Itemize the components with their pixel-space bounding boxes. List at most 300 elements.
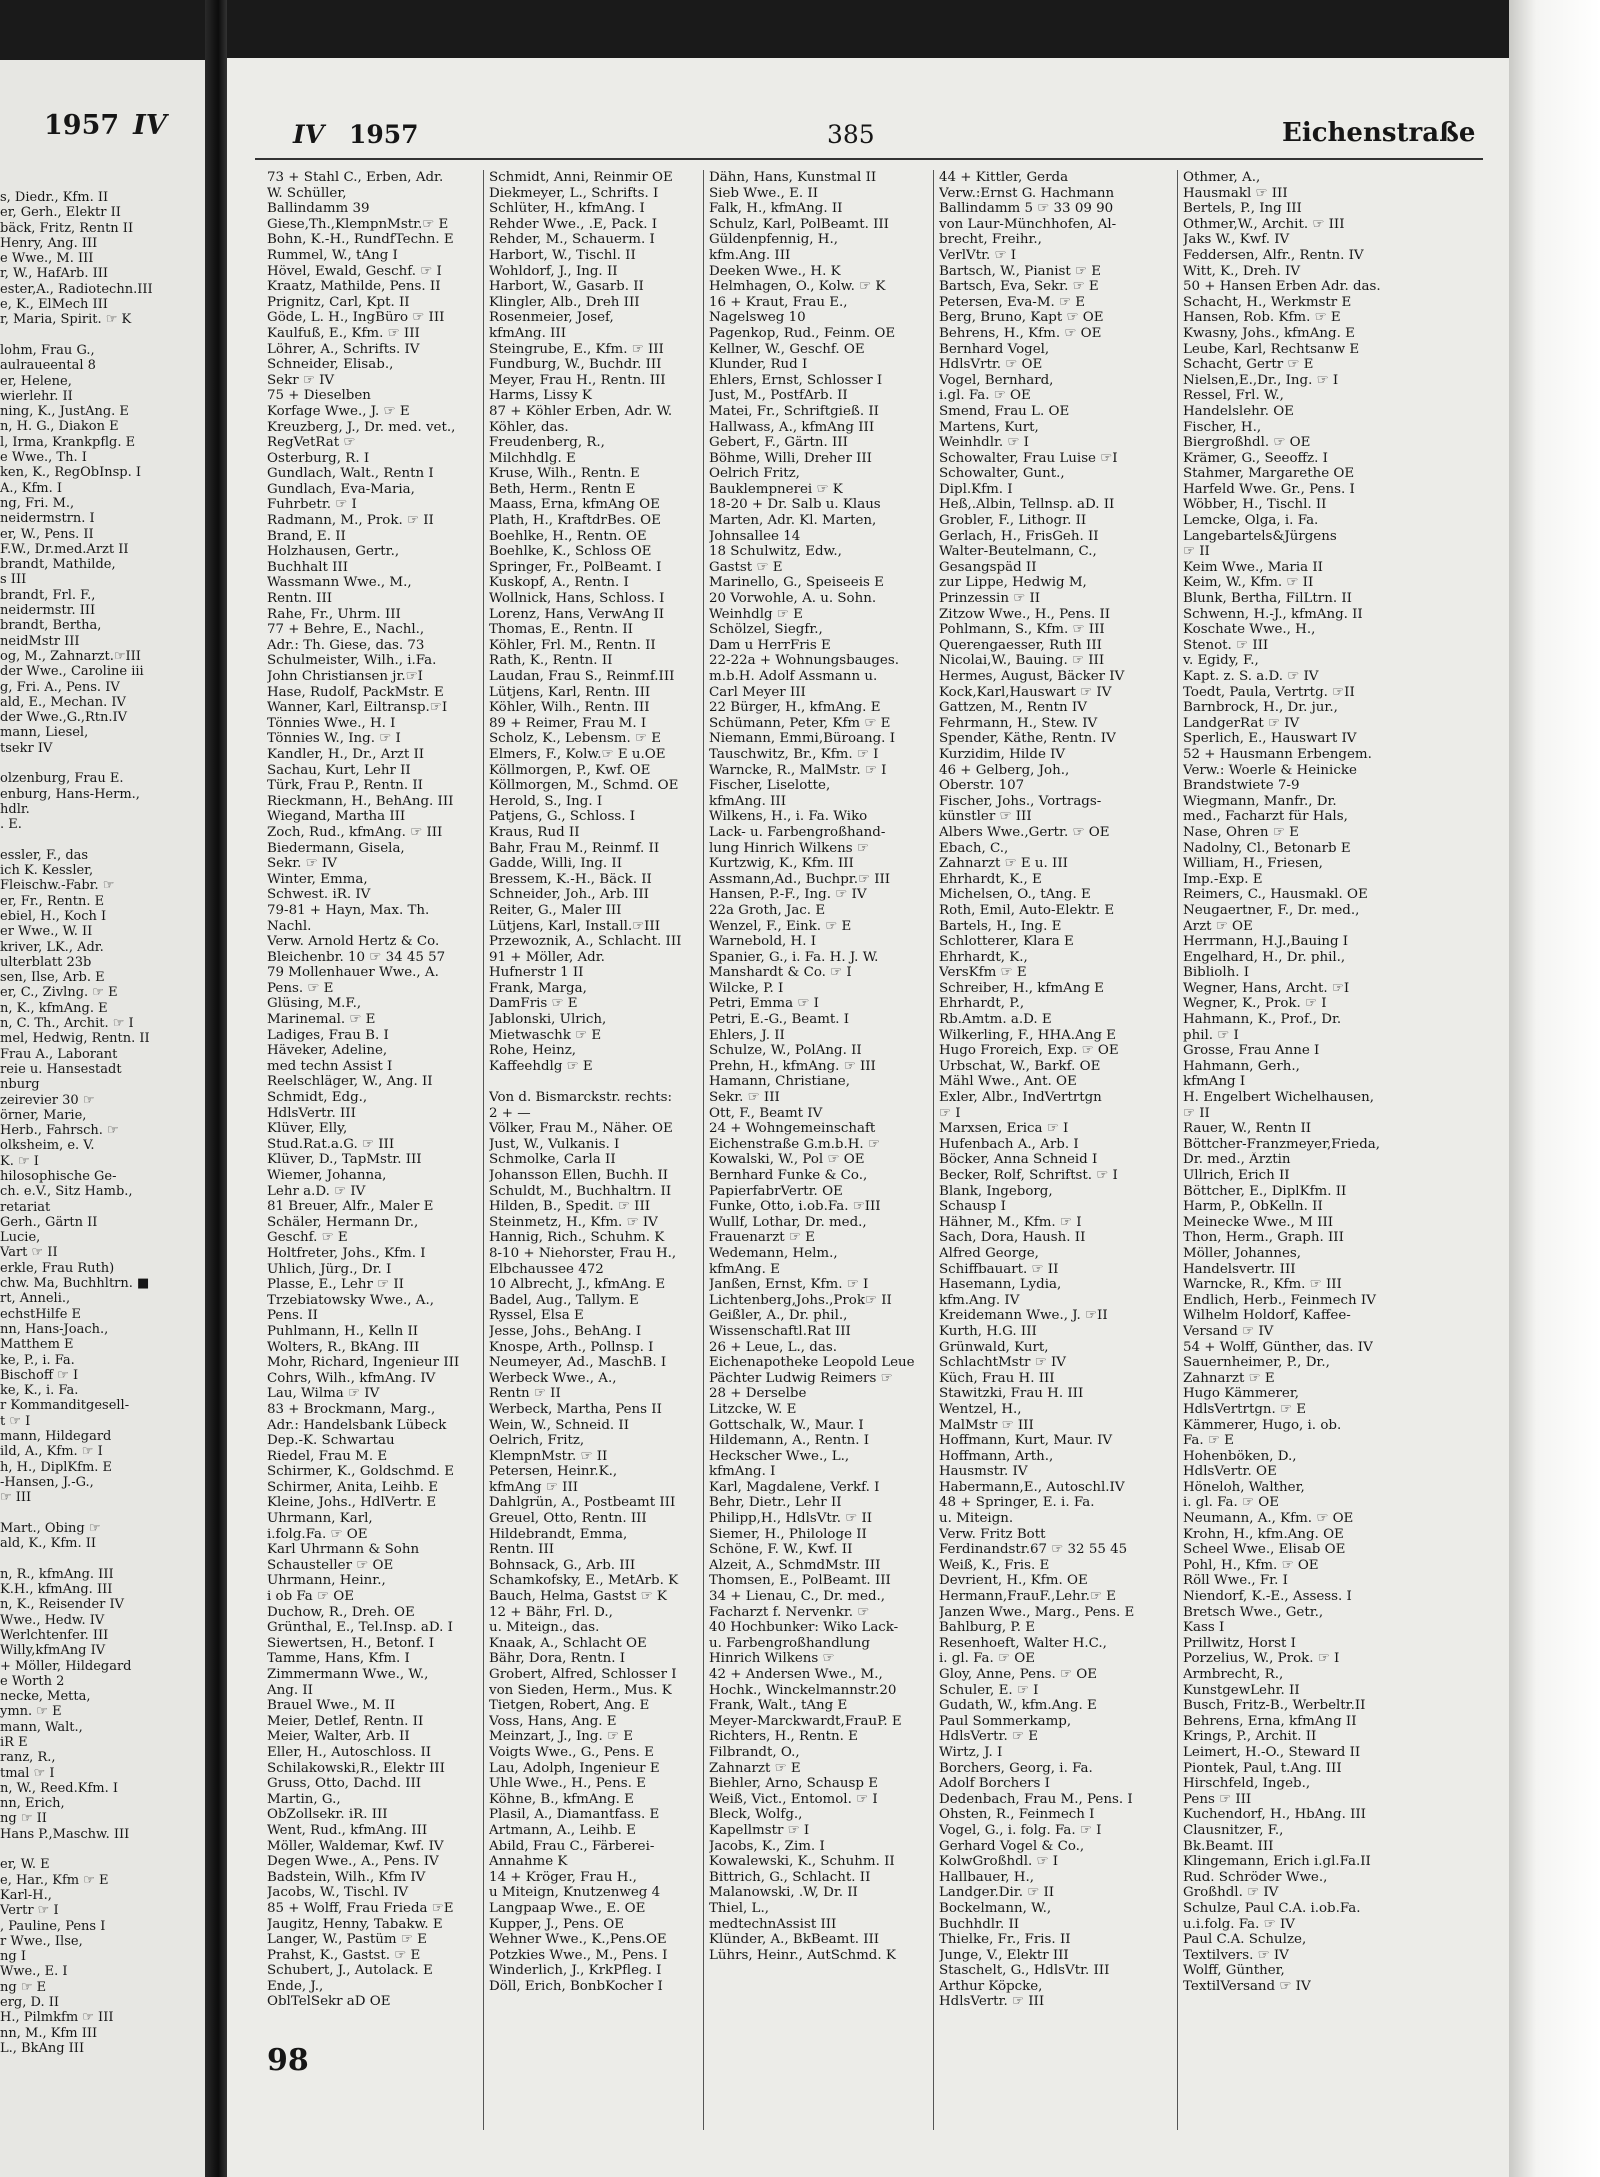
directory-entry: Junge, V., Elektr III bbox=[939, 1947, 1069, 1963]
directory-entry: rt, Anneli., bbox=[0, 1291, 71, 1307]
directory-entry: Falk, H., kfmAng. II bbox=[709, 201, 843, 217]
directory-entry: Behrens, H., Kfm. ☞ OE bbox=[939, 325, 1102, 341]
directory-entry: Schlüter, H., kfmAng. I bbox=[489, 201, 645, 217]
directory-entry: Wein, W., Schneid. II bbox=[489, 1417, 629, 1433]
directory-entry: Ehrhardt, K., bbox=[939, 949, 1028, 965]
directory-entry: 46 + Gelberg, Joh., bbox=[939, 762, 1070, 778]
directory-entry: Heckscher Wwe., L., bbox=[709, 1448, 850, 1464]
directory-entry: e Worth 2 bbox=[0, 1673, 65, 1689]
directory-entry: Winter, Emma, bbox=[267, 871, 368, 887]
directory-entry: Wwe., Hedw. IV bbox=[0, 1612, 105, 1628]
directory-entry: Sachau, Kurt, Lehr II bbox=[267, 762, 411, 778]
directory-entry: Köhler, Frl. M., Rentn. II bbox=[489, 637, 656, 653]
directory-entry: Verw. Arnold Hertz & Co. bbox=[267, 934, 440, 950]
directory-entry: Spender, Käthe, Rentn. IV bbox=[939, 731, 1116, 747]
directory-entry: Blank, Ingeborg, bbox=[939, 1183, 1053, 1199]
directory-entry: Freudenberg, R., bbox=[489, 435, 605, 451]
directory-entry: Bernhard Funke & Co., bbox=[709, 1168, 868, 1183]
directory-entry: Wöbber, H., Tischl. II bbox=[1183, 497, 1327, 513]
directory-entry: s, Diedr., Kfm. II bbox=[0, 190, 109, 205]
directory-entry: Steinmetz, H., Kfm. ☞ IV bbox=[489, 1214, 658, 1230]
directory-entry: ulterblatt 23b bbox=[0, 954, 92, 970]
directory-entry: Schowalter, Gunt., bbox=[939, 466, 1065, 482]
directory-entry: DamFris ☞ E bbox=[489, 996, 578, 1012]
directory-entry bbox=[0, 1551, 200, 1566]
directory-entry: er, Gerh., Elektr II bbox=[0, 205, 121, 221]
directory-entry: Trzebiatowsky Wwe., A., bbox=[267, 1292, 434, 1308]
directory-entry: 22a Groth, Jac. E bbox=[709, 902, 826, 918]
directory-entry: der Wwe., Caroline iii bbox=[0, 664, 144, 680]
directory-entry: Glüsing, M.F., bbox=[267, 996, 362, 1012]
directory-entry: Elmers, F., Kolw.☞ E u.OE bbox=[489, 746, 666, 762]
directory-entry: Hugo Kämmerer, bbox=[1183, 1386, 1300, 1402]
directory-entry: Sekr. ☞ IV bbox=[267, 856, 337, 872]
directory-entry: Grosse, Frau Anne I bbox=[1183, 1043, 1320, 1059]
directory-entry: Schiffbauart. ☞ II bbox=[939, 1261, 1059, 1277]
directory-entry: essler, F., das bbox=[0, 847, 89, 863]
directory-entry: Riedel, Frau M. E bbox=[267, 1448, 388, 1464]
directory-entry: Osterburg, R. I bbox=[267, 450, 370, 466]
directory-entry: Hahmann, Gerh., bbox=[1183, 1058, 1300, 1074]
directory-entry: Schilakowski,R., Elektr III bbox=[267, 1760, 445, 1776]
directory-entry: Rosenmeier, Josef, bbox=[489, 310, 614, 326]
directory-entry: er, W., Pens. II bbox=[0, 526, 94, 542]
directory-entry: Türk, Frau P., Rentn. II bbox=[267, 778, 423, 794]
directory-entry: Schirmer, Anita, Leihb. E bbox=[267, 1479, 439, 1495]
directory-entry: Lührs, Heinr., AutSchmd. K bbox=[709, 1947, 896, 1963]
directory-entry: Mietwaschk ☞ E bbox=[489, 1027, 602, 1043]
directory-entry: Köllmorgen, P., Kwf. OE bbox=[489, 762, 651, 778]
directory-entry: Cohrs, Wilh., kfmAng. IV bbox=[267, 1370, 436, 1386]
directory-entry: Kowalewski, K., Schuhm. II bbox=[709, 1854, 895, 1870]
directory-entry: lung Hinrich Wilkens ☞ bbox=[709, 840, 869, 856]
directory-entry: Kurth, H.G. III bbox=[939, 1323, 1037, 1339]
directory-entry: ☞ II bbox=[1183, 1105, 1210, 1121]
directory-entry: William, H., Friesen, bbox=[1183, 856, 1323, 872]
directory-entry: VersKfm ☞ E bbox=[939, 965, 1027, 981]
directory-entry: Reiter, G., Maler III bbox=[489, 902, 622, 918]
directory-entry: reie u. Hansestadt bbox=[0, 1061, 122, 1077]
directory-entry: u Miteign, Knutzenweg 4 bbox=[489, 1885, 661, 1901]
directory-column-3 bbox=[709, 170, 927, 2165]
directory-entry: Bohn, K.-H., RundfTechn. E bbox=[267, 232, 454, 248]
directory-entry: u. Miteign. bbox=[939, 1511, 1014, 1527]
directory-entry: Warncke, R., Kfm. ☞ III bbox=[1183, 1277, 1342, 1293]
directory-entry: Annahme K bbox=[489, 1854, 568, 1870]
directory-entry: Krohn, H., kfm.Ang. OE bbox=[1183, 1526, 1344, 1542]
directory-entry: Böhme, Willi, Dreher III bbox=[709, 450, 872, 466]
footer-page-number: 98 bbox=[267, 2043, 309, 2078]
directory-entry: kfmAng. E bbox=[709, 1261, 780, 1277]
directory-entry: Bleck, Wolfg., bbox=[709, 1807, 803, 1823]
directory-entry: 77 + Behre, E., Nachl., bbox=[267, 622, 425, 638]
directory-entry: Fehrmann, H., Stew. IV bbox=[939, 715, 1098, 731]
directory-entry: Jablonski, Ulrich, bbox=[489, 1012, 607, 1028]
directory-entry: Schneider, Joh., Arb. III bbox=[489, 887, 649, 903]
directory-entry: Abild, Frau C., Färberei- bbox=[489, 1838, 655, 1854]
directory-entry: Mähl Wwe., Ant. OE bbox=[939, 1074, 1077, 1090]
directory-entry: Kuchendorf, H., HbAng. III bbox=[1183, 1807, 1366, 1823]
directory-entry: Dedenbach, Frau M., Pens. I bbox=[939, 1791, 1133, 1807]
directory-entry: Nadolny, Cl., Betonarb E bbox=[1183, 840, 1351, 856]
directory-entry: ObZollsekr. iR. III bbox=[267, 1807, 388, 1823]
directory-entry: Kock,Karl,Hauswart ☞ IV bbox=[939, 684, 1112, 700]
directory-entry: Leube, Karl, Rechtsanw E bbox=[1183, 341, 1360, 357]
directory-entry: Vogel, Bernhard, bbox=[939, 372, 1054, 388]
directory-entry: Sekr. ☞ III bbox=[709, 1090, 780, 1106]
directory-entry: Engelhard, H., Dr. phil., bbox=[1183, 949, 1346, 965]
directory-entry: Ryssel, Elsa E bbox=[489, 1308, 584, 1324]
directory-entry: ich K. Kessler, bbox=[0, 863, 94, 879]
directory-entry: Uhle Wwe., H., Pens. E bbox=[489, 1776, 646, 1792]
directory-entry bbox=[0, 1842, 200, 1857]
directory-entry: Bibliolh. I bbox=[1183, 965, 1250, 981]
directory-entry: Gerh., Gärtn II bbox=[0, 1214, 98, 1230]
directory-entry: Harms, Lissy K bbox=[489, 388, 592, 404]
directory-entry: hilosophische Ge- bbox=[0, 1169, 117, 1184]
directory-entry: Hochk., Winckelmannstr.20 bbox=[709, 1682, 897, 1698]
directory-entry: Klunder, Rud I bbox=[709, 357, 808, 373]
right-page bbox=[227, 58, 1509, 2177]
directory-entry: kfmAng. I bbox=[709, 1464, 776, 1480]
directory-entry: Kapt. z. S. a.D. ☞ IV bbox=[1183, 669, 1319, 684]
directory-entry: Niendorf, K.-E., Assess. I bbox=[1183, 1589, 1352, 1605]
directory-entry: Zoch, Rud., kfmAng. ☞ III bbox=[267, 824, 443, 840]
directory-entry: Puhlmann, H., Kelln II bbox=[267, 1323, 419, 1339]
directory-entry: Berg, Bruno, Kapt ☞ OE bbox=[939, 310, 1104, 326]
directory-entry: 79-81 + Hayn, Max. Th. bbox=[267, 902, 430, 918]
directory-entry: n, H. G., Diakon E bbox=[0, 419, 119, 435]
directory-entry: Lehr a.D. ☞ IV bbox=[267, 1183, 366, 1199]
directory-entry: 24 + Wohngemeinschaft bbox=[709, 1121, 876, 1137]
directory-entry: Jesse, Johs., BehAng. I bbox=[489, 1323, 642, 1339]
directory-entry: Oberstr. 107 bbox=[939, 778, 1025, 794]
directory-entry: i.gl. Fa. ☞ OE bbox=[939, 388, 1031, 404]
directory-entry: H. Engelbert Wichelhausen, bbox=[1183, 1090, 1374, 1106]
directory-entry: l, Irma, Krankpflg. E bbox=[0, 434, 136, 450]
directory-entry: ng I bbox=[0, 1949, 26, 1965]
directory-entry: Hirschfeld, Ingeb., bbox=[1183, 1776, 1311, 1792]
directory-entry: Nase, Ohren ☞ E bbox=[1183, 824, 1299, 840]
directory-entry: Thomas, E., Rentn. II bbox=[489, 622, 633, 638]
directory-entry: Werlchtenfer. III bbox=[0, 1627, 109, 1643]
directory-entry: Löhrer, A., Schrifts. IV bbox=[267, 341, 420, 357]
directory-entry: neidMstr III bbox=[0, 633, 80, 649]
directory-entry: r Kommanditgesell- bbox=[0, 1398, 130, 1414]
directory-entry: SchlachtMstr ☞ IV bbox=[939, 1355, 1066, 1371]
directory-entry: Thielke, Fr., Fris. II bbox=[939, 1932, 1071, 1948]
directory-entry: Rehder, M., Schauerm. I bbox=[489, 232, 655, 248]
header-year: 1957 bbox=[349, 120, 419, 149]
directory-entry: ning, K., JustAng. E bbox=[0, 404, 129, 420]
directory-entry: brandt, Frl. F., bbox=[0, 587, 96, 603]
directory-entry: Artmann, A., Leihb. E bbox=[489, 1822, 636, 1838]
directory-entry: Küch, Frau H. III bbox=[939, 1370, 1055, 1386]
directory-entry: Ressel, Frl. W., bbox=[1183, 388, 1284, 404]
directory-entry: Habermann,E., Autoschl.IV bbox=[939, 1479, 1125, 1495]
header-street-name: Eichenstraße bbox=[1282, 118, 1476, 148]
directory-entry: Göde, L. H., IngBüro ☞ III bbox=[267, 310, 445, 326]
directory-entry: Hasemann, Lydia, bbox=[939, 1277, 1062, 1293]
directory-entry: Buchhdlr. II bbox=[939, 1916, 1020, 1932]
directory-entry: g, Fri. A., Pens. IV bbox=[0, 679, 120, 695]
directory-entry: Sach, Dora, Haush. II bbox=[939, 1230, 1086, 1246]
directory-entry: Thiel, L., bbox=[709, 1900, 769, 1916]
directory-entry: Warnebold, H. I bbox=[709, 934, 817, 950]
directory-entry: + Möller, Hildegard bbox=[0, 1658, 132, 1674]
directory-entry: Harm, P., ObKelln. II bbox=[1183, 1199, 1323, 1215]
directory-entry: Ehrhardt, K., E bbox=[939, 871, 1042, 887]
directory-entry: Oelrich Fritz, bbox=[709, 466, 800, 482]
directory-entry: Güldenpfennig, H., bbox=[709, 232, 838, 248]
directory-entry: Versand ☞ IV bbox=[1183, 1323, 1274, 1339]
left-page-year: 1957 bbox=[44, 110, 120, 141]
directory-entry: Kellner, W., Geschf. OE bbox=[709, 341, 865, 357]
directory-entry: 10 Albrecht, J., kfmAng. E bbox=[489, 1277, 666, 1293]
directory-entry: Elbchaussee 472 bbox=[489, 1261, 604, 1277]
directory-entry: Hermes, August, Bäcker IV bbox=[939, 669, 1125, 684]
directory-entry: Litzcke, W. E bbox=[709, 1401, 797, 1417]
directory-entry: u. Farbengroßhandlung bbox=[709, 1635, 870, 1651]
directory-entry: Rauer, W., Rentn II bbox=[1183, 1121, 1312, 1137]
directory-entry: r, Maria, Spirit. ☞ K bbox=[0, 312, 132, 328]
directory-entry: Janßen, Ernst, Kfm. ☞ I bbox=[709, 1277, 869, 1293]
directory-entry: Keim Wwe., Maria II bbox=[1183, 559, 1323, 575]
directory-entry: Carl Meyer III bbox=[709, 684, 806, 700]
directory-entry: Zahnarzt ☞ E bbox=[1183, 1370, 1275, 1386]
directory-entry: Exler, Albr., IndVertrtgn bbox=[939, 1090, 1102, 1106]
directory-entry: Dep.-K. Schwartau bbox=[267, 1433, 395, 1449]
directory-entry: 73 + Stahl C., Erben, Adr. bbox=[267, 170, 444, 185]
directory-entry: Hövel, Ewald, Geschf. ☞ I bbox=[267, 263, 442, 279]
directory-entry: Nachl. bbox=[267, 918, 312, 934]
directory-entry: Lütjens, Karl, Rentn. III bbox=[489, 684, 651, 700]
directory-entry: Greuel, Otto, Rentn. III bbox=[489, 1511, 647, 1527]
directory-entry: Kuskopf, A., Rentn. I bbox=[489, 575, 629, 591]
directory-entry: F.W., Dr.med.Arzt II bbox=[0, 541, 129, 557]
directory-entry: Dr. med., Ärztin bbox=[1183, 1152, 1291, 1168]
directory-entry: Wilcke, P. I bbox=[709, 980, 784, 996]
directory-entry: i.folg.Fa. ☞ OE bbox=[267, 1526, 368, 1542]
directory-entry: Bittrich, G., Schlacht. II bbox=[709, 1869, 871, 1885]
directory-entry: KunstgewLehr. II bbox=[1183, 1682, 1300, 1698]
directory-entry: Albers Wwe.,Gertr. ☞ OE bbox=[939, 824, 1110, 840]
directory-entry: L., BkAng III bbox=[0, 2040, 85, 2056]
directory-entry: Reelschläger, W., Ang. II bbox=[267, 1074, 433, 1090]
directory-entry: Maass, Erna, kfmAng OE bbox=[489, 497, 660, 513]
directory-entry: Wenzel, F., Eink. ☞ E bbox=[709, 918, 852, 934]
directory-entry: Schausteller ☞ OE bbox=[267, 1557, 394, 1573]
directory-entry: Richters, H., Rentn. E bbox=[709, 1729, 858, 1745]
directory-entry: Jaugitz, Henny, Tabakw. E bbox=[267, 1916, 443, 1932]
directory-entry: Sauernheimer, P., Dr., bbox=[1183, 1355, 1330, 1371]
directory-entry: Bertels, P., Ing III bbox=[1183, 201, 1302, 217]
directory-entry: Ehlers, Ernst, Schlosser I bbox=[709, 372, 883, 388]
directory-entry: MalMstr ☞ III bbox=[939, 1417, 1034, 1433]
directory-entry: tmal ☞ I bbox=[0, 1765, 55, 1781]
directory-entry: Gesangspäd II bbox=[939, 559, 1037, 575]
directory-entry: Toedt, Paula, Vertrtg. ☞II bbox=[1183, 684, 1355, 700]
directory-entry: Wolters, R., BkAng. III bbox=[267, 1339, 420, 1355]
directory-entry: Behr, Dietr., Lehr II bbox=[709, 1495, 842, 1511]
directory-entry: Möller, Johannes, bbox=[1183, 1245, 1302, 1261]
directory-entry: Tauschwitz, Br., Kfm. ☞ I bbox=[709, 746, 879, 762]
directory-entry: Degen Wwe., A., Pens. IV bbox=[267, 1854, 439, 1870]
directory-entry: Vogel, G., i. folg. Fa. ☞ I bbox=[939, 1822, 1102, 1838]
directory-entry: Janzen Wwe., Marg., Pens. E bbox=[939, 1604, 1135, 1620]
directory-entry: Jaks W., Kwf. IV bbox=[1183, 232, 1290, 248]
directory-entry: kfmAng. III bbox=[709, 793, 787, 809]
page-edge bbox=[1509, 0, 1600, 2177]
directory-entry: Giese,Th.,KlempnMstr.☞ E bbox=[267, 216, 449, 232]
directory-entry: Fischer, Johs., Vortrags- bbox=[939, 793, 1102, 809]
directory-entry: Wentzel, H., bbox=[939, 1401, 1022, 1417]
directory-entry: Prehn, H., kfmAng. ☞ III bbox=[709, 1058, 876, 1074]
directory-entry: örner, Marie, bbox=[0, 1107, 87, 1123]
directory-entry: Lorenz, Hans, VerwAng II bbox=[489, 606, 665, 622]
directory-entry: Schamkofsky, E., MetArb. K bbox=[489, 1573, 679, 1589]
directory-entry: PapierfabrVertr. OE bbox=[709, 1183, 843, 1199]
directory-entry: Lemcke, Olga, i. Fa. bbox=[1183, 513, 1319, 529]
directory-entry: brecht, Freihr., bbox=[939, 232, 1042, 248]
directory-entry: Prillwitz, Horst I bbox=[1183, 1635, 1296, 1651]
directory-entry: Wilhelm Holdorf, Kaffee- bbox=[1183, 1308, 1351, 1324]
directory-entry: Stenot. ☞ III bbox=[1183, 637, 1269, 653]
directory-entry: Laudan, Frau S., Reinmf.III bbox=[489, 669, 675, 684]
directory-entry: Matei, Fr., Schriftgieß. II bbox=[709, 403, 879, 419]
directory-entry: n, W., Reed.Kfm. I bbox=[0, 1780, 119, 1796]
directory-entry: Ferdinandstr.67 ☞ 32 55 45 bbox=[939, 1542, 1128, 1558]
directory-entry: Bähr, Dora, Rentn. I bbox=[489, 1651, 626, 1667]
directory-entry: Petersen, Heinr.K., bbox=[489, 1464, 618, 1480]
directory-entry: Funke, Otto, i.ob.Fa. ☞III bbox=[709, 1199, 881, 1215]
directory-entry: . E. bbox=[0, 817, 22, 833]
directory-entry: 52 + Hausmann Erbengem. bbox=[1183, 746, 1372, 762]
directory-entry: Patjens, G., Schloss. I bbox=[489, 809, 636, 825]
directory-entry: Rentn ☞ II bbox=[489, 1386, 561, 1402]
directory-entry: Geschf. ☞ E bbox=[267, 1230, 348, 1246]
directory-entry: Matthem E bbox=[0, 1337, 74, 1353]
directory-entry: Gerhard Vogel & Co., bbox=[939, 1838, 1085, 1854]
directory-entry: Kwasny, Johs., kfmAng. E bbox=[1183, 325, 1355, 341]
directory-entry: ch. e.V., Sitz Hamb., bbox=[0, 1184, 133, 1200]
directory-entry: Werbeck Wwe., A., bbox=[489, 1370, 617, 1386]
directory-entry: Feddersen, Alfr., Rentn. IV bbox=[1183, 247, 1364, 263]
directory-entry: erkle, Frau Ruth) bbox=[0, 1260, 115, 1276]
directory-entry: tsekr IV bbox=[0, 740, 53, 756]
directory-entry: Verw.: Woerle & Heinicke bbox=[1183, 762, 1357, 778]
directory-entry: 91 + Möller, Adr. bbox=[489, 949, 605, 965]
directory-entry: m.b.H. Adolf Assmann u. bbox=[709, 669, 878, 684]
directory-entry: Tönnies Wwe., H. I bbox=[267, 715, 396, 731]
column-divider bbox=[703, 170, 704, 2130]
directory-entry: Grünwald, Kurt, bbox=[939, 1339, 1049, 1355]
directory-entry: Marten, Adr. Kl. Marten, bbox=[709, 513, 877, 529]
directory-entry: Rb.Amtm. a.D. E bbox=[939, 1012, 1052, 1028]
directory-entry: 44 + Kittler, Gerda bbox=[939, 170, 1069, 185]
directory-entry: von Sieden, Herm., Mus. K bbox=[489, 1682, 672, 1698]
directory-entry: Kupper, J., Pens. OE bbox=[489, 1916, 625, 1932]
directory-entry: Bk.Beamt. III bbox=[1183, 1838, 1274, 1854]
directory-entry: Badel, Aug., Tallym. E bbox=[489, 1292, 639, 1308]
directory-column-1 bbox=[267, 170, 477, 2165]
directory-entry: Schuler, E. ☞ I bbox=[939, 1682, 1039, 1698]
directory-entry: -Hansen, J.-G., bbox=[0, 1474, 94, 1490]
directory-entry: Johansson Ellen, Buchh. II bbox=[489, 1168, 669, 1183]
directory-entry: t ☞ I bbox=[0, 1413, 31, 1429]
directory-entry: Gerlach, H., FrisGeh. II bbox=[939, 528, 1099, 544]
directory-entry: Ang. II bbox=[267, 1682, 313, 1698]
directory-entry: i. gl. Fa. ☞ OE bbox=[939, 1651, 1036, 1667]
directory-entry: Tietgen, Robert, Ang. E bbox=[489, 1698, 650, 1714]
directory-entry: Radmann, M., Prok. ☞ II bbox=[267, 513, 434, 529]
directory-entry: Hermann,FrauF.,Lehr.☞ E bbox=[939, 1589, 1116, 1605]
directory-entry: Wolff, Günther, bbox=[1183, 1963, 1285, 1979]
directory-entry: Prignitz, Carl, Kpt. II bbox=[267, 294, 410, 310]
directory-entry: i ob Fa ☞ OE bbox=[267, 1589, 355, 1605]
directory-entry: Dipl.Kfm. I bbox=[939, 481, 1013, 497]
directory-entry: Heß,.Albin, Tellnsp. aD. II bbox=[939, 497, 1115, 513]
directory-entry: Lucie, bbox=[0, 1230, 41, 1246]
directory-entry: med., Facharzt für Hals, bbox=[1183, 809, 1348, 825]
directory-entry: Schwest. iR. IV bbox=[267, 887, 371, 903]
directory-entry: , Pauline, Pens I bbox=[0, 1918, 106, 1934]
directory-entry: Bockelmann, W., bbox=[939, 1900, 1052, 1916]
directory-entry: Beth, Herm., Rentn E bbox=[489, 481, 636, 497]
directory-entry: n, C. Th., Archit. ☞ I bbox=[0, 1016, 134, 1032]
directory-entry: Thon, Herm., Graph. III bbox=[1183, 1230, 1344, 1246]
directory-entry: Eller, H., Autoschloss. II bbox=[267, 1744, 432, 1760]
directory-entry: 54 + Wolff, Günther, das. IV bbox=[1183, 1339, 1373, 1355]
directory-entry: Keim, W., Kfm. ☞ II bbox=[1183, 575, 1314, 591]
directory-entry: Wanner, Karl, Eiltransp.☞I bbox=[267, 700, 448, 716]
directory-entry: Biedermann, Gisela, bbox=[267, 840, 405, 856]
directory-entry: Eichenapotheke Leopold Leue bbox=[709, 1355, 915, 1371]
directory-entry: Harbort, W., Tischl. II bbox=[489, 247, 636, 263]
directory-entry: Langpaap Wwe., E. OE bbox=[489, 1900, 646, 1916]
directory-entry: Schwenn, H.-J., kfmAng. II bbox=[1183, 606, 1363, 622]
directory-entry: Bartsch, Eva, Sekr. ☞ E bbox=[939, 279, 1099, 295]
directory-entry: Schmolke, Carla II bbox=[489, 1152, 616, 1168]
directory-entry: Wwe., E. I bbox=[0, 1964, 68, 1980]
directory-entry: Malanowski, .W, Dr. II bbox=[709, 1885, 858, 1901]
directory-entry: Pächter Ludwig Reimers ☞ bbox=[709, 1370, 893, 1386]
directory-entry: kfm.Ang. IV bbox=[939, 1292, 1020, 1308]
directory-entry: u.i.folg. Fa. ☞ IV bbox=[1183, 1916, 1295, 1932]
directory-entry: Schubert, J., Autolack. E bbox=[267, 1963, 433, 1979]
directory-entry: Hildebrandt, Emma, bbox=[489, 1526, 628, 1542]
directory-entry: Hugo Froreich, Exp. ☞ OE bbox=[939, 1043, 1119, 1059]
directory-entry: ☞ I bbox=[939, 1105, 961, 1121]
directory-entry: Schirmer, K., Goldschmd. E bbox=[267, 1464, 454, 1480]
directory-entry bbox=[0, 1506, 200, 1521]
directory-entry: Gundlach, Walt., Rentn I bbox=[267, 466, 434, 482]
directory-entry: r, W., HafArb. III bbox=[0, 266, 109, 282]
directory-entry: Schulz, Karl, PolBeamt. III bbox=[709, 216, 889, 232]
directory-entry: Wilkerling, F., HHA.Ang E bbox=[939, 1027, 1116, 1043]
directory-entry: Krämer, G., Seeoffz. I bbox=[1183, 450, 1328, 466]
directory-entry: Grobert, Alfred, Schlosser I bbox=[489, 1667, 677, 1682]
directory-entry: Harfeld Wwe. Gr., Pens. I bbox=[1183, 481, 1355, 497]
directory-entry: ald, E., Mechan. IV bbox=[0, 694, 126, 710]
directory-entry: Plasse, E., Lehr ☞ II bbox=[267, 1277, 404, 1293]
directory-entry: Klüver, Elly, bbox=[267, 1121, 348, 1137]
directory-entry: 42 + Andersen Wwe., M., bbox=[709, 1667, 883, 1682]
directory-entry: Wiegand, Martha III bbox=[267, 809, 406, 825]
directory-entry: Adr.: Th. Giese, das. 73 bbox=[267, 637, 425, 653]
directory-entry: Paul C.A. Schulze, bbox=[1183, 1932, 1307, 1948]
directory-entry: Dam u HerrFris E bbox=[709, 637, 831, 653]
